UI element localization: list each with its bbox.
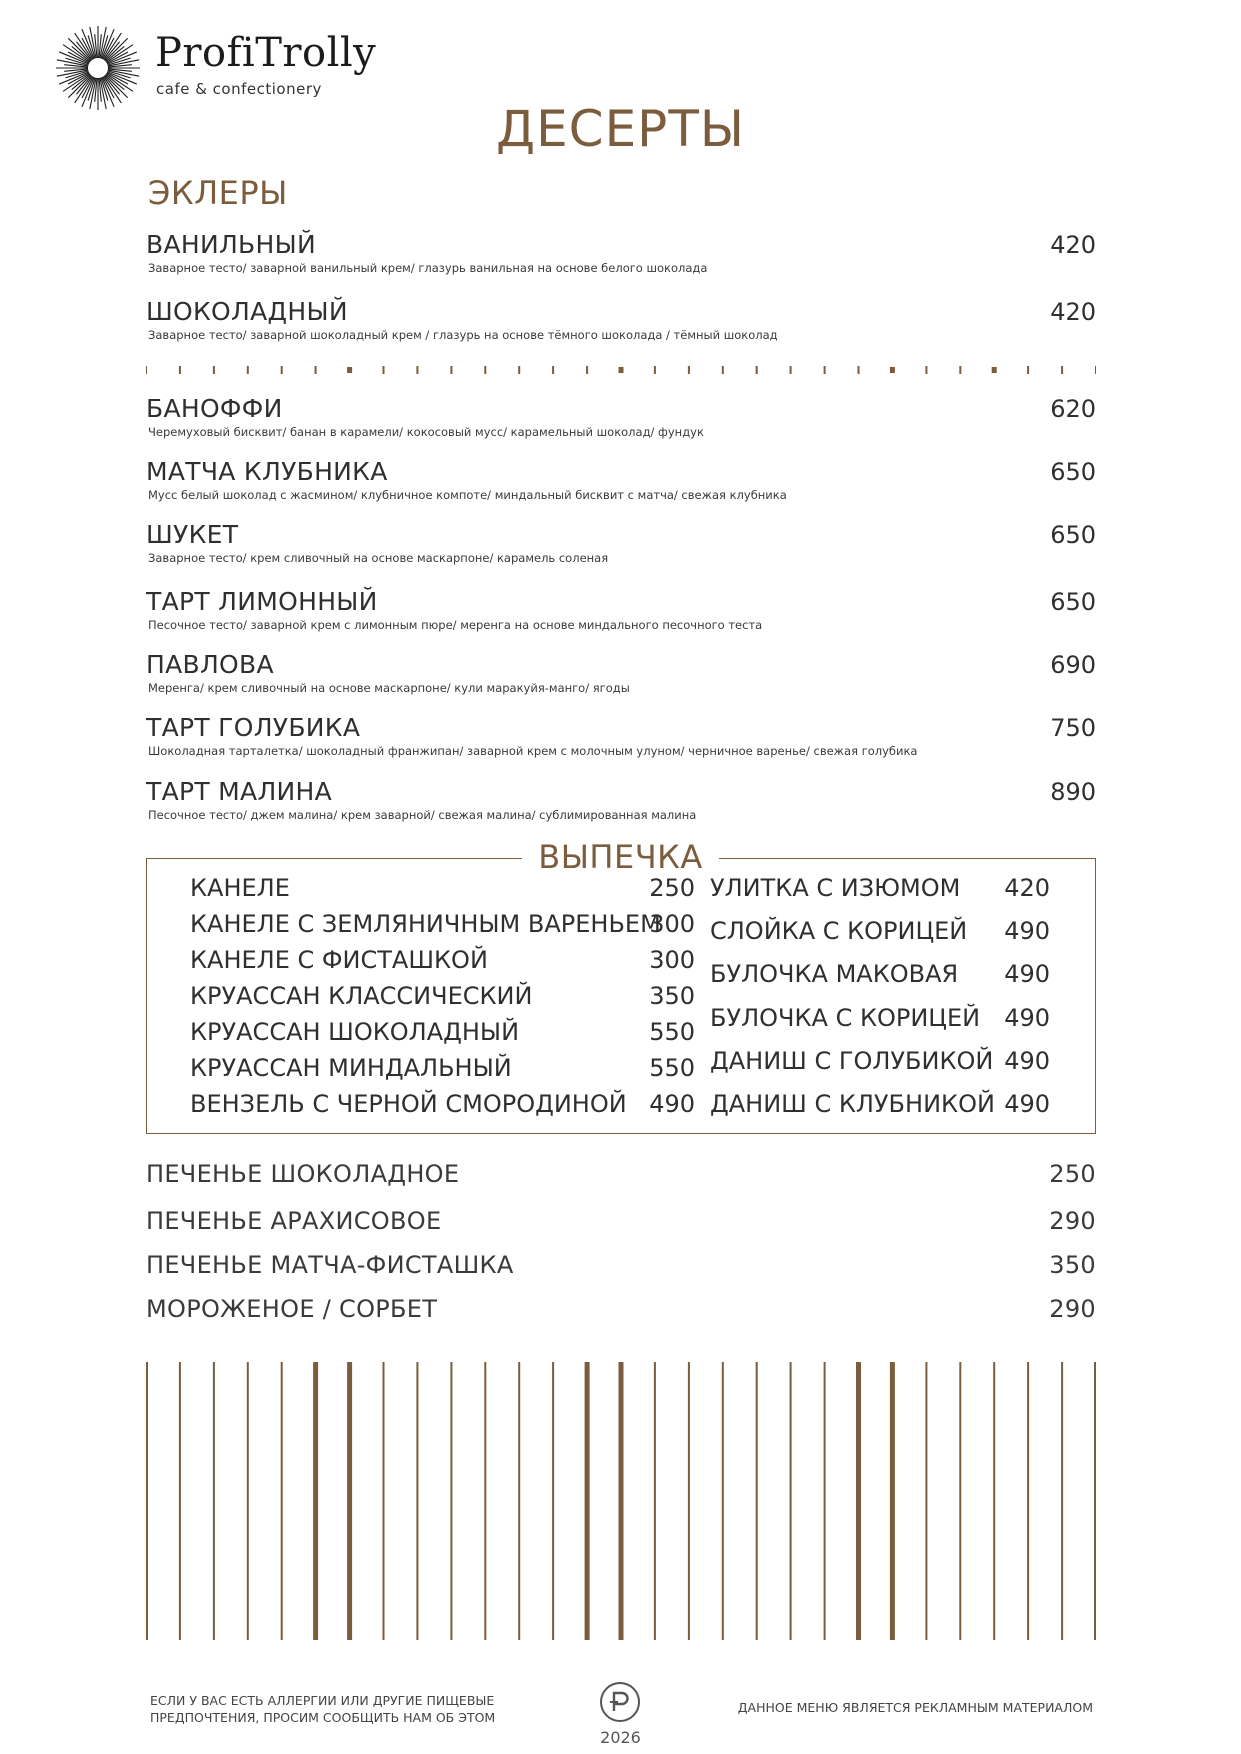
item-description: Меренга/ крем сливочный на основе маскарпоне/ кули маракуйя-манго/ ягоды <box>148 681 630 695</box>
decorative-stripes <box>146 1362 1096 1640</box>
menu-item <box>146 1207 1096 1237</box>
menu-item <box>146 520 1096 566</box>
item-price: 290 <box>1049 1207 1096 1235</box>
item-price: 650 <box>1050 521 1096 549</box>
item-price: 420 <box>1050 298 1096 326</box>
advertising-notice: ДАННОЕ МЕНЮ ЯВЛЯЕТСЯ РЕКЛАМНЫМ МАТЕРИАЛОМ <box>737 1700 1093 1715</box>
page-title: ДЕСЕРТЫ <box>496 100 745 158</box>
menu-item <box>146 230 1096 276</box>
item-price: 250 <box>1049 1160 1096 1188</box>
menu-item <box>146 1251 1096 1281</box>
pastry-name: КАНЕЛЕ С ЗЕМЛЯНИЧНЫМ ВАРЕНЬЕМ <box>190 910 661 938</box>
pastry-price: 420 <box>1004 874 1050 902</box>
item-price: 650 <box>1050 588 1096 616</box>
pastry-name: КРУАССАН КЛАССИЧЕСКИЙ <box>190 982 533 1010</box>
item-name: ТАРТ ГОЛУБИКА <box>146 713 361 742</box>
item-description: Шоколадная тарталетка/ шоколадный франжипан/ заварной крем с молочным улуном/ черничное варенье/ свежая голубика <box>148 744 918 758</box>
menu-item <box>146 457 1096 503</box>
menu-item <box>146 297 1096 343</box>
item-price: 620 <box>1050 395 1096 423</box>
pastry-price: 550 <box>649 1018 695 1046</box>
menu-item <box>146 587 1096 633</box>
pastry-name: ДАНИШ С КЛУБНИКОЙ <box>710 1090 995 1118</box>
pastry-name: БУЛОЧКА С КОРИЦЕЙ <box>710 1004 981 1032</box>
pastry-name: УЛИТКА С ИЗЮМОМ <box>710 874 961 902</box>
item-name: ВАНИЛЬНЫЙ <box>146 230 316 259</box>
item-description: Мусс белый шоколад с жасмином/ клубничное компоте/ миндальный бисквит с матча/ свежая клубника <box>148 488 787 502</box>
pastry-name: КАНЕЛЕ С ФИСТАШКОЙ <box>190 946 488 974</box>
item-name: МАТЧА КЛУБНИКА <box>146 457 388 486</box>
menu-item <box>146 650 1096 696</box>
p-monogram-icon <box>598 1680 642 1724</box>
pastry-name: КРУАССАН ШОКОЛАДНЫЙ <box>190 1018 520 1046</box>
pastry-price: 490 <box>1004 1004 1050 1032</box>
item-description: Заварное тесто/ заварной шоколадный крем / глазурь на основе тёмного шоколада / тёмный шоколад <box>148 328 778 342</box>
pastry-price: 550 <box>649 1054 695 1082</box>
menu-item <box>146 394 1096 440</box>
pastry-name: БУЛОЧКА МАКОВАЯ <box>710 960 959 988</box>
allergy-notice-line-2: ПРЕДПОЧТЕНИЯ, ПРОСИМ СООБЩИТЬ НАМ ОБ ЭТОМ <box>150 1710 496 1725</box>
item-description: Заварное тесто/ крем сливочный на основе маскарпоне/ карамель соленая <box>148 551 609 565</box>
item-name: ПЕЧЕНЬЕ ШОКОЛАДНОЕ <box>146 1160 460 1188</box>
menu-item <box>146 1295 1096 1325</box>
pastry-name: КРУАССАН МИНДАЛЬНЫЙ <box>190 1054 512 1082</box>
pastry-price: 300 <box>649 946 695 974</box>
menu-item <box>146 1160 1096 1190</box>
item-description: Черемуховый бисквит/ банан в карамели/ кокосовый мусс/ карамельный шоколад/ фундук <box>148 425 704 439</box>
pastry-name: СЛОЙКА С КОРИЦЕЙ <box>710 917 968 945</box>
section-title-pastry <box>0 838 1241 876</box>
footer-year: 2026 <box>600 1728 641 1747</box>
item-price: 750 <box>1050 714 1096 742</box>
sunburst-logo-icon <box>54 24 142 112</box>
item-name: ШОКОЛАДНЫЙ <box>146 297 348 326</box>
menu-item <box>146 777 1096 823</box>
item-description: Песочное тесто/ джем малина/ крем заварной/ свежая малина/ сублимированная малина <box>148 808 697 822</box>
item-name: МОРОЖЕНОЕ / СОРБЕТ <box>146 1295 438 1323</box>
section-title-eclairs: ЭКЛЕРЫ <box>148 174 288 212</box>
item-name: ПЕЧЕНЬЕ АРАХИСОВОЕ <box>146 1207 442 1235</box>
item-name: ШУКЕТ <box>146 520 239 549</box>
pastry-name: ДАНИШ С ГОЛУБИКОЙ <box>710 1047 994 1075</box>
allergy-notice-line-1: ЕСЛИ У ВАС ЕСТЬ АЛЛЕРГИИ ИЛИ ДРУГИЕ ПИЩЕВЫЕ <box>150 1693 495 1708</box>
brand-tagline: cafe & confectionery <box>156 80 322 98</box>
item-price: 290 <box>1049 1295 1096 1323</box>
pastry-price: 490 <box>649 1090 695 1118</box>
item-price: 890 <box>1050 778 1096 806</box>
item-description: Заварное тесто/ заварной ванильный крем/ глазурь ванильная на основе белого шоколада <box>148 261 708 275</box>
pastry-title-text: ВЫПЕЧКА <box>522 838 719 876</box>
item-name: ПАВЛОВА <box>146 650 274 679</box>
pastry-right-column <box>710 873 1050 1118</box>
item-price: 650 <box>1050 458 1096 486</box>
brand-name: ProfiTrolly <box>155 30 377 76</box>
item-name: ПЕЧЕНЬЕ МАТЧА-ФИСТАШКА <box>146 1251 514 1279</box>
pastry-price: 250 <box>649 874 695 902</box>
pastry-price: 490 <box>1004 960 1050 988</box>
pastry-name: КАНЕЛЕ <box>190 874 290 902</box>
menu-item <box>146 713 1096 759</box>
item-name: БАНОФФИ <box>146 394 283 423</box>
item-description: Песочное тесто/ заварной крем с лимонным пюре/ меренга на основе миндального песочного теста <box>148 618 763 632</box>
item-price: 690 <box>1050 651 1096 679</box>
pastry-left-column <box>190 873 695 1118</box>
item-name: ТАРТ ЛИМОННЫЙ <box>146 587 378 616</box>
allergy-notice <box>150 1692 495 1726</box>
pastry-price: 490 <box>1004 1090 1050 1118</box>
decorative-dot-divider <box>146 366 1096 376</box>
pastry-price: 490 <box>1004 917 1050 945</box>
item-name: ТАРТ МАЛИНА <box>146 777 333 806</box>
pastry-price: 300 <box>649 910 695 938</box>
item-price: 350 <box>1049 1251 1096 1279</box>
pastry-name: ВЕНЗЕЛЬ С ЧЕРНОЙ СМОРОДИНОЙ <box>190 1090 627 1118</box>
pastry-price: 350 <box>649 982 695 1010</box>
pastry-price: 490 <box>1004 1047 1050 1075</box>
item-price: 420 <box>1050 231 1096 259</box>
